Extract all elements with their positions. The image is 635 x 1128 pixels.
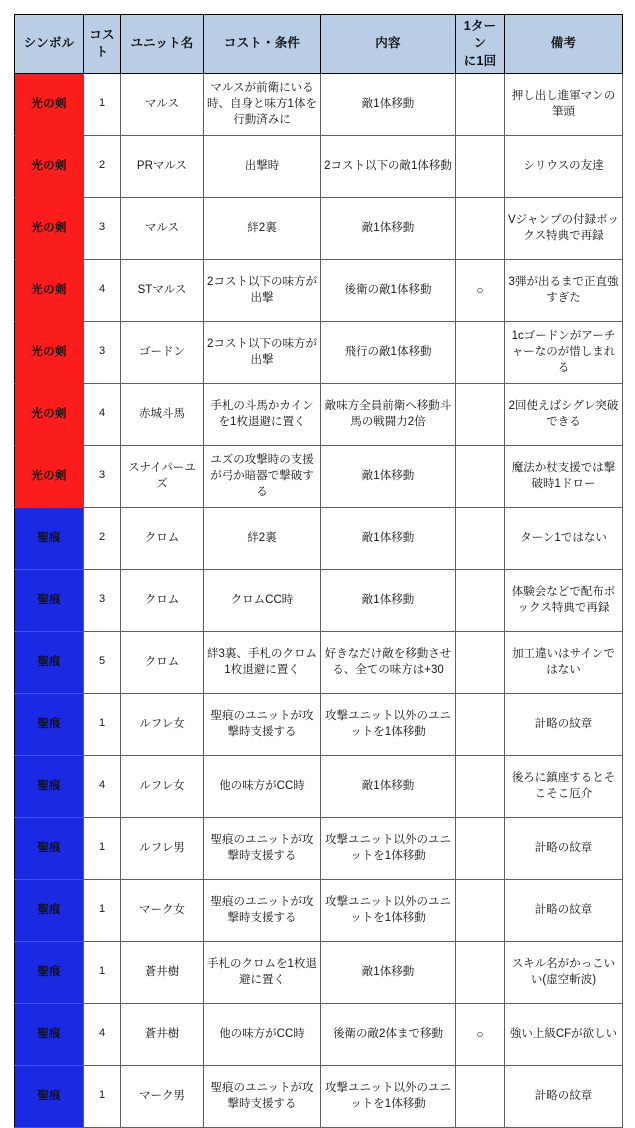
once-header-line2: に1回 (463, 53, 497, 68)
column-header-symbol: シンボル (15, 15, 84, 74)
cell-effect: 敵1体移動 (321, 445, 456, 507)
table-row (15, 817, 623, 879)
cell-note: 3弾が出るまで正直強すぎた (505, 259, 623, 321)
cell-unit-name: ルフレ女 (121, 755, 204, 817)
cell-condition: 聖痕のユニットが攻撃時支援する (204, 817, 321, 879)
cell-effect: 攻撃ユニット以外のユニットを1体移動 (321, 1065, 456, 1127)
cell-once-per-turn (456, 817, 505, 879)
cell-unit-name: クロム (121, 631, 204, 693)
column-header-note: 備考 (505, 15, 623, 74)
column-header-unit-name: ユニット名 (121, 15, 204, 74)
cell-once-per-turn (456, 321, 505, 383)
table-row (15, 507, 623, 569)
cell-note: 後ろに鎮座するとそこそこ厄介 (505, 755, 623, 817)
cell-cost: 4 (84, 1003, 121, 1065)
cell-condition: 手札のクロムを1枚退避に置く (204, 941, 321, 1003)
cell-symbol: 光の剣 (15, 259, 84, 321)
cell-cost: 1 (84, 817, 121, 879)
cell-note: スキル名がかっこいい(虚空斬波) (505, 941, 623, 1003)
cell-cost: 4 (84, 259, 121, 321)
cell-condition: 聖痕のユニットが攻撃時支援する (204, 879, 321, 941)
cell-effect: 敵1体移動 (321, 507, 456, 569)
table-row (15, 693, 623, 755)
cell-once-per-turn (456, 941, 505, 1003)
cell-condition: 2コスト以下の味方が出撃 (204, 259, 321, 321)
cell-effect: 敵1体移動 (321, 197, 456, 259)
cell-cost: 1 (84, 941, 121, 1003)
cell-symbol: 光の剣 (15, 383, 84, 445)
table-row (15, 73, 623, 135)
table-row (15, 941, 623, 1003)
cell-effect: 敵1体移動 (321, 73, 456, 135)
cell-effect: 後衛の敵1体移動 (321, 259, 456, 321)
cell-condition: 聖痕のユニットが攻撃時支援する (204, 693, 321, 755)
cell-once-per-turn (456, 693, 505, 755)
cell-unit-name: ゴードン (121, 321, 204, 383)
cell-symbol: 聖痕 (15, 879, 84, 941)
table-row (15, 445, 623, 507)
cell-note: 強い上級CFが欲しい (505, 1003, 623, 1065)
cell-once-per-turn (456, 197, 505, 259)
cell-note: 加工違いはサインではない (505, 631, 623, 693)
cell-symbol: 聖痕 (15, 1065, 84, 1127)
cell-unit-name: ルフレ女 (121, 693, 204, 755)
table-header (15, 15, 623, 74)
cell-once-per-turn (456, 879, 505, 941)
cell-once-per-turn (456, 73, 505, 135)
cell-once-per-turn: ○ (456, 1003, 505, 1065)
cell-note: 計略の紋章 (505, 1065, 623, 1127)
column-header-effect: 内容 (321, 15, 456, 74)
cell-unit-name: STマルス (121, 259, 204, 321)
once-header-line1: 1ターン (463, 19, 497, 51)
column-header-condition: コスト・条件 (204, 15, 321, 74)
cell-unit-name: スナイパーユズ (121, 445, 204, 507)
cell-unit-name: クロム (121, 507, 204, 569)
cell-effect: 攻撃ユニット以外のユニットを1体移動 (321, 817, 456, 879)
cell-symbol: 光の剣 (15, 73, 84, 135)
cell-effect: 敵1体移動 (321, 569, 456, 631)
table-body (15, 73, 623, 1127)
cell-once-per-turn (456, 135, 505, 197)
cell-once-per-turn: ○ (456, 259, 505, 321)
cell-once-per-turn (456, 507, 505, 569)
cell-note: 1cゴードンがアーチャーなのが惜しまれる (505, 321, 623, 383)
cell-cost: 3 (84, 445, 121, 507)
cell-unit-name: 蒼井樹 (121, 1003, 204, 1065)
cell-cost: 2 (84, 135, 121, 197)
cell-condition: 出撃時 (204, 135, 321, 197)
cell-note: 押し出し進軍マンの筆頭 (505, 73, 623, 135)
cell-condition: 手札の斗馬かカインを1枚退避に置く (204, 383, 321, 445)
skill-table (14, 14, 623, 1128)
cell-symbol: 光の剣 (15, 321, 84, 383)
cell-note: 魔法か杖支援では撃破時1ドロー (505, 445, 623, 507)
cell-note: ターン1ではない (505, 507, 623, 569)
cell-condition: マルスが前衛にいる時、自身と味方1体を行動済みに (204, 73, 321, 135)
cell-symbol: 聖痕 (15, 631, 84, 693)
column-header-cost: コスト (84, 15, 121, 74)
cell-once-per-turn (456, 1065, 505, 1127)
table-row (15, 1065, 623, 1127)
cell-unit-name: マルス (121, 197, 204, 259)
cell-note: 2回使えばシグレ突破できる (505, 383, 623, 445)
cell-condition: 2コスト以下の味方が出撃 (204, 321, 321, 383)
cell-cost: 1 (84, 693, 121, 755)
cell-condition: 他の味方がCC時 (204, 1003, 321, 1065)
cell-unit-name: 蒼井樹 (121, 941, 204, 1003)
cell-symbol: 聖痕 (15, 755, 84, 817)
cell-cost: 4 (84, 755, 121, 817)
cell-note: 体験会などで配布ボックス特典で再録 (505, 569, 623, 631)
cell-cost: 5 (84, 631, 121, 693)
cell-unit-name: ルフレ男 (121, 817, 204, 879)
cell-once-per-turn (456, 631, 505, 693)
cell-cost: 2 (84, 507, 121, 569)
cell-cost: 3 (84, 321, 121, 383)
cell-note: 計略の紋章 (505, 879, 623, 941)
cell-symbol: 聖痕 (15, 693, 84, 755)
cell-symbol: 光の剣 (15, 445, 84, 507)
cell-condition: 絆2裏 (204, 197, 321, 259)
column-header-once-per-turn (456, 15, 505, 74)
cell-effect: 好きなだけ敵を移動させる、全ての味方は+30 (321, 631, 456, 693)
cell-condition: ユズの攻撃時の支援が弓か暗器で撃破する (204, 445, 321, 507)
cell-unit-name: 赤城斗馬 (121, 383, 204, 445)
cell-symbol: 光の剣 (15, 135, 84, 197)
table-row (15, 755, 623, 817)
cell-cost: 3 (84, 569, 121, 631)
cell-once-per-turn (456, 755, 505, 817)
cell-effect: 敵1体移動 (321, 755, 456, 817)
cell-condition: 聖痕のユニットが攻撃時支援する (204, 1065, 321, 1127)
table-row (15, 569, 623, 631)
cell-effect: 攻撃ユニット以外のユニットを1体移動 (321, 879, 456, 941)
cell-cost: 1 (84, 1065, 121, 1127)
cell-symbol: 聖痕 (15, 569, 84, 631)
cell-cost: 4 (84, 383, 121, 445)
cell-unit-name: マーク男 (121, 1065, 204, 1127)
cell-unit-name: マーク女 (121, 879, 204, 941)
table-row (15, 631, 623, 693)
cell-cost: 1 (84, 73, 121, 135)
cell-condition: 絆3裏、手札のクロム1枚退避に置く (204, 631, 321, 693)
cell-note: 計略の紋章 (505, 693, 623, 755)
cell-unit-name: マルス (121, 73, 204, 135)
cell-effect: 後衛の敵2体まで移動 (321, 1003, 456, 1065)
cell-cost: 3 (84, 197, 121, 259)
cell-effect: 攻撃ユニット以外のユニットを1体移動 (321, 693, 456, 755)
cell-symbol: 聖痕 (15, 941, 84, 1003)
cell-symbol: 聖痕 (15, 507, 84, 569)
cell-condition: クロムCC時 (204, 569, 321, 631)
cell-symbol: 光の剣 (15, 197, 84, 259)
cell-once-per-turn (456, 445, 505, 507)
cell-symbol: 聖痕 (15, 817, 84, 879)
cell-effect: 敵味方全員前衛へ移動斗馬の戦闘力2倍 (321, 383, 456, 445)
table-row (15, 135, 623, 197)
cell-cost: 1 (84, 879, 121, 941)
cell-effect: 2コスト以下の敵1体移動 (321, 135, 456, 197)
cell-note: 計略の紋章 (505, 817, 623, 879)
table-row (15, 879, 623, 941)
cell-effect: 敵1体移動 (321, 941, 456, 1003)
table-row (15, 197, 623, 259)
table-row (15, 321, 623, 383)
cell-condition: 他の味方がCC時 (204, 755, 321, 817)
cell-once-per-turn (456, 569, 505, 631)
header-row (15, 15, 623, 74)
table-row (15, 1003, 623, 1065)
cell-symbol: 聖痕 (15, 1003, 84, 1065)
table-row (15, 383, 623, 445)
cell-once-per-turn (456, 383, 505, 445)
cell-note: Vジャンプの付録ボックス特典で再録 (505, 197, 623, 259)
cell-unit-name: クロム (121, 569, 204, 631)
cell-condition: 絆2裏 (204, 507, 321, 569)
cell-note: シリウスの友達 (505, 135, 623, 197)
cell-unit-name: PRマルス (121, 135, 204, 197)
cell-effect: 飛行の敵1体移動 (321, 321, 456, 383)
table-row (15, 259, 623, 321)
